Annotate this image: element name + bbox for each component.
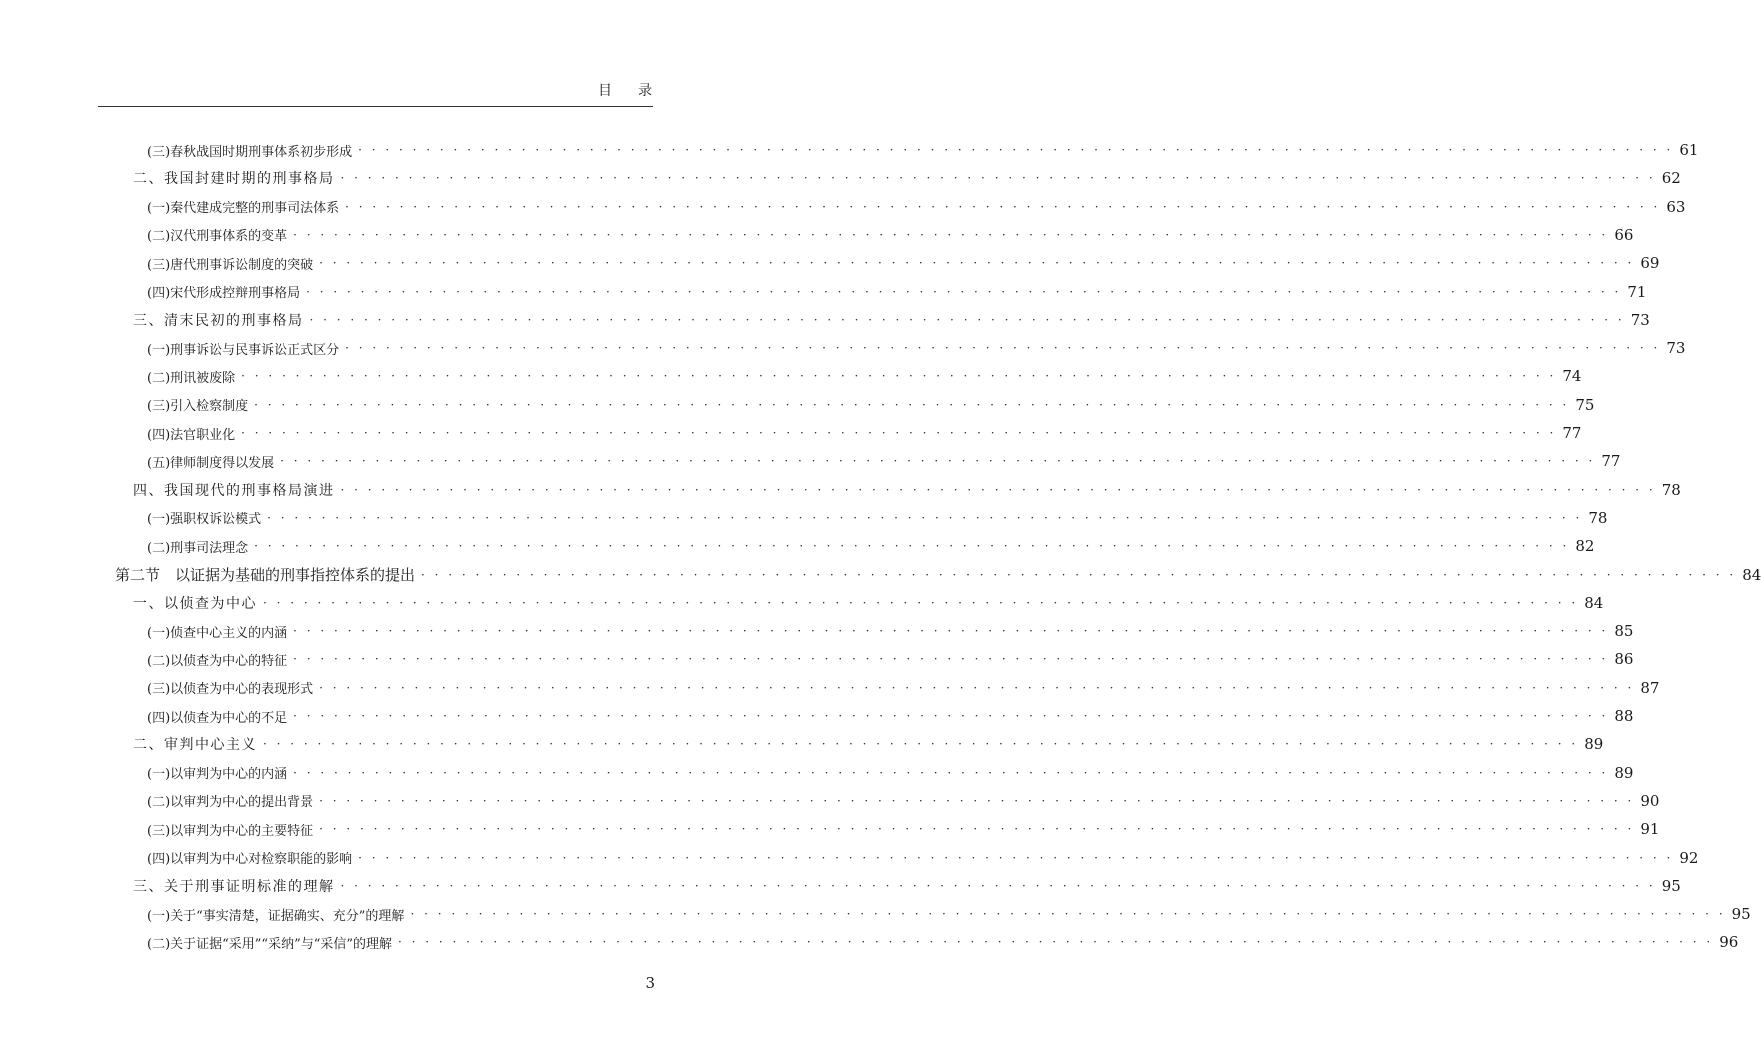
toc-entry-page: 89 — [1584, 735, 1604, 754]
header-rule — [98, 106, 653, 107]
toc-entry-title: (二)刑讯被废除 — [147, 370, 236, 386]
toc-leader-dots — [319, 822, 1634, 836]
toc-entry-title: 三、关于刑事证明标准的理解 — [133, 878, 335, 895]
toc-leader-dots — [280, 454, 1595, 468]
toc-entry-title: (三)以侦查为中心的表现形式 — [147, 682, 314, 698]
toc-entry-title: (二)以侦查为中心的特征 — [147, 653, 288, 669]
toc-entry-page: 95 — [1661, 876, 1681, 895]
toc-entry-page: 84 — [1742, 565, 1761, 584]
toc-entry-page: 88 — [1614, 707, 1634, 725]
toc-leader-dots — [241, 426, 1556, 440]
toc-entry-title: 一、以侦查为中心 — [133, 595, 257, 612]
toc-leader-dots — [341, 171, 1656, 185]
toc-entry — [0, 419, 1582, 447]
toc-entry-page: 86 — [1614, 650, 1634, 669]
toc-entry — [0, 617, 1634, 645]
toc-entry-title: (三)以审判为中心的主要特征 — [147, 823, 314, 839]
toc-entry-title: 二、审判中心主义 — [133, 737, 257, 754]
toc-entry-page: 92 — [1679, 848, 1699, 867]
toc-leader-dots — [293, 652, 1608, 666]
toc-entry-title: (四)法官职业化 — [147, 427, 236, 443]
toc-leader-dots — [398, 935, 1713, 949]
toc-leader-dots — [310, 313, 1625, 327]
toc-entry-title: (一)侦查中心主义的内涵 — [147, 625, 288, 641]
toc-entry — [0, 193, 1686, 221]
toc-entry-title: (一)刑事诉讼与民事诉讼正式区分 — [147, 342, 340, 358]
toc-entry — [0, 164, 1681, 192]
toc-entry — [0, 730, 1604, 758]
toc-entry-title: 四、我国现代的刑事格局演进 — [133, 482, 335, 499]
toc-entry — [0, 561, 1761, 589]
toc-entry — [0, 928, 1739, 956]
toc-entry — [0, 759, 1634, 787]
toc-entry — [0, 787, 1660, 815]
toc-entry-page: 61 — [1679, 141, 1699, 159]
toc-entry-title: (一)强职权诉讼模式 — [147, 512, 262, 528]
toc-leader-dots — [306, 285, 1621, 299]
toc-entry-page: 87 — [1640, 678, 1660, 697]
toc-entry-title: (一)以审判为中心的内涵 — [147, 767, 288, 783]
toc-leader-dots — [254, 398, 1569, 412]
toc-entry — [0, 702, 1634, 730]
toc-entry-page: 73 — [1666, 339, 1686, 358]
toc-entry — [0, 476, 1681, 504]
toc-entry-title: (二)刑事司法理念 — [147, 540, 249, 556]
toc-leader-dots — [293, 228, 1608, 242]
toc-entry — [0, 249, 1660, 277]
toc-leader-dots — [358, 851, 1673, 865]
toc-entry — [0, 306, 1650, 334]
toc-leader-dots — [410, 907, 1725, 921]
toc-entry-title: 三、清末民初的刑事格局 — [133, 312, 304, 329]
toc-leader-dots — [358, 143, 1673, 157]
toc-entry-title: (三)唐代刑事诉讼制度的突破 — [147, 257, 314, 273]
toc-entry — [0, 900, 1751, 928]
toc-leader-dots — [341, 483, 1656, 497]
toc-leader-dots — [319, 794, 1634, 808]
toc-entry-page: 75 — [1575, 395, 1595, 414]
toc-entry-title: (四)以审判为中心对检察职能的影响 — [147, 852, 353, 867]
toc-entry — [0, 815, 1660, 843]
toc-entry — [0, 447, 1621, 475]
toc-entry-title: (五)律师制度得以发展 — [147, 455, 275, 471]
toc-entry-page: 77 — [1601, 452, 1621, 471]
toc-entry — [0, 844, 1699, 872]
toc-entry-page: 62 — [1661, 169, 1681, 188]
toc-entry-title: (二)汉代刑事体系的变革 — [147, 229, 288, 245]
toc-entry-page: 66 — [1614, 225, 1634, 244]
toc-entry-page: 78 — [1661, 480, 1681, 499]
toc-entry-title: 二、我国封建时期的刑事格局 — [133, 171, 335, 188]
toc-entry — [0, 674, 1660, 702]
toc-entry-title: (一)关于“事实清楚，证据确实、充分”的理解 — [147, 908, 405, 924]
toc-entry — [0, 221, 1634, 249]
toc-entry-page: 69 — [1640, 254, 1660, 273]
toc-entry-page: 91 — [1640, 820, 1660, 839]
toc-entry-title: (一)秦代建成完整的刑事司法体系 — [147, 201, 340, 217]
toc-leader-dots — [241, 369, 1556, 383]
toc-entry — [0, 504, 1608, 532]
toc-entry — [0, 136, 1699, 164]
toc-entry-page: 63 — [1666, 197, 1686, 216]
toc-leader-dots — [293, 709, 1608, 723]
running-header: 目录 — [598, 83, 678, 99]
toc-leader-dots — [293, 624, 1608, 638]
toc-entry-title: (四)宋代形成控辩刑事格局 — [147, 286, 301, 301]
toc-leader-dots — [345, 200, 1660, 214]
toc-leader-dots — [293, 766, 1608, 780]
toc-entry-title: (二)以审判为中心的提出背景 — [147, 795, 314, 811]
toc-leader-dots — [263, 737, 1578, 751]
toc-entry-page: 90 — [1640, 791, 1660, 810]
toc-entry — [0, 645, 1634, 673]
toc-entry-title: (三)春秋战国时期刑事体系初步形成 — [147, 144, 353, 160]
toc-leader-dots — [254, 539, 1569, 553]
toc-entry-page: 71 — [1627, 282, 1647, 301]
toc-entry-page: 78 — [1588, 508, 1608, 527]
toc-leader-dots — [341, 879, 1656, 893]
toc-leader-dots — [345, 341, 1660, 355]
toc-leader-dots — [263, 596, 1578, 610]
toc-entry-page: 85 — [1614, 622, 1634, 641]
page-number: 3 — [645, 974, 655, 992]
toc-entry-page: 77 — [1562, 424, 1582, 442]
toc-entry — [0, 278, 1647, 306]
toc-entry-page: 84 — [1584, 593, 1604, 612]
toc-entry — [0, 391, 1595, 419]
toc-entry-page: 95 — [1731, 905, 1751, 924]
toc-entry-title: (四)以侦查为中心的不足 — [147, 710, 288, 726]
toc-entry-page: 96 — [1719, 933, 1739, 952]
toc-leader-dots — [267, 511, 1582, 525]
toc-leader-dots — [319, 256, 1634, 270]
toc-entry-title: 第二节 以证据为基础的刑事指控体系的提出 — [115, 566, 416, 584]
toc-entry — [0, 589, 1604, 617]
toc-leader-dots — [319, 681, 1634, 695]
toc-entry-page: 89 — [1614, 763, 1634, 782]
toc-leader-dots — [421, 568, 1736, 582]
toc-entry — [0, 362, 1582, 390]
toc-entry-title: (三)引入检察制度 — [147, 399, 249, 415]
toc-entry-title: (二)关于证据“采用”“采纳”与“采信”的理解 — [147, 936, 393, 952]
toc-entry-page: 82 — [1575, 537, 1595, 556]
toc-entry — [0, 334, 1686, 362]
toc-entry — [0, 872, 1681, 900]
toc-entry — [0, 532, 1595, 560]
toc-entry-page: 74 — [1562, 367, 1582, 386]
toc-entry-page: 73 — [1630, 310, 1650, 329]
